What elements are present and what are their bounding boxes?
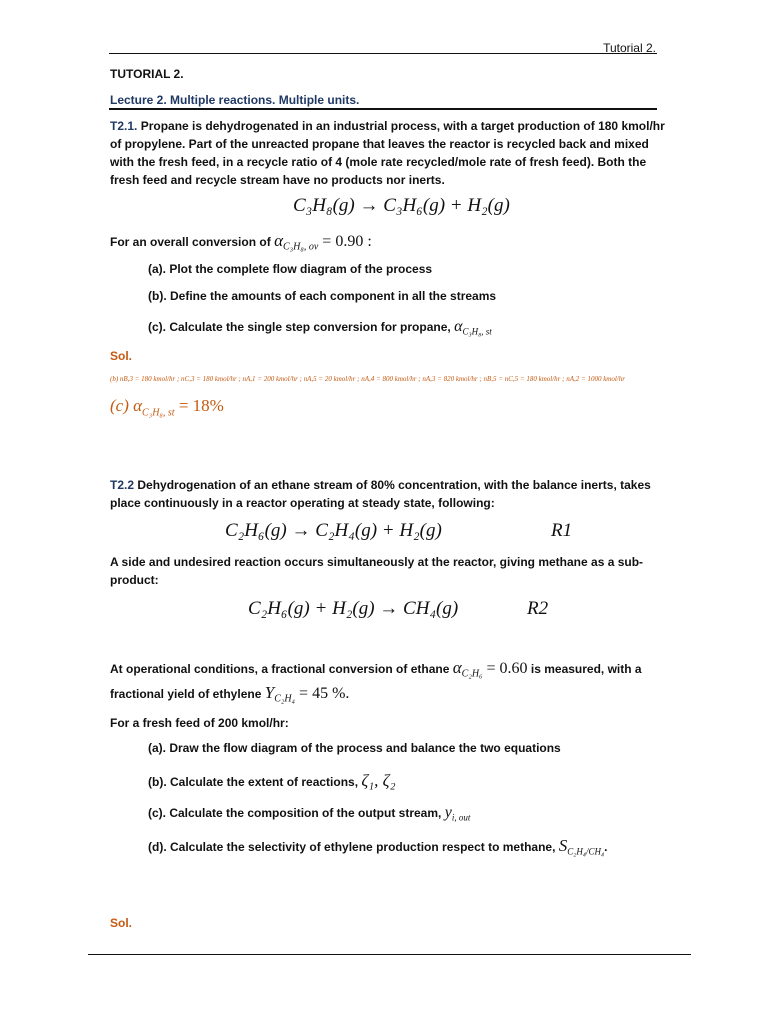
t22-item-d-math: S (558, 836, 568, 855)
t21-item-c-text: (c). Calculate the single step conversion for propane, (148, 320, 451, 334)
t21-item-c-alpha: α (454, 318, 463, 335)
header-rule (109, 53, 657, 54)
t21-sol-label: Sol. (110, 349, 133, 363)
t22-item-a: (a). Draw the flow diagram of the process and balance the two equations (148, 741, 561, 755)
t22-item-d-text: (d). Calculate the selectivity of ethylene production respect to methane, (148, 840, 556, 854)
t21-sol-c-value: = 18% (174, 396, 224, 415)
header-title: Tutorial 2. (603, 41, 656, 55)
t22-equation-1-tag: R1 (551, 520, 573, 541)
t21-line4: fresh feed and recycle stream have no products nor inerts. (110, 173, 445, 187)
t22-op-line1a: At operational conditions, a fractional conversion of ethane (110, 662, 450, 676)
t21-equation: C₃H₈(g) → C₃H₆(g) + H₂(g) (293, 195, 510, 216)
t21-sol-c-math: (c) α (110, 396, 143, 415)
lecture-rule (109, 108, 657, 110)
t22-feed: For a fresh feed of 200 kmol/hr: (110, 716, 289, 730)
t22-equation-2-tag: R2 (527, 598, 549, 619)
t21-conversion-text: For an overall conversion of (110, 235, 271, 249)
lecture-heading: Lecture 2. Multiple reactions. Multiple units. (110, 93, 360, 107)
t22-op-line1b: is measured, with a (527, 662, 642, 676)
t22-op-line2a: fractional yield of ethylene (110, 687, 262, 701)
t21-item-c (148, 318, 492, 336)
t21-paragraph (110, 117, 670, 189)
t21-sol-c (110, 396, 224, 418)
t22-item-d (148, 836, 608, 856)
t22-line1: Dehydrogenation of an ethane stream of 80% concentration, with the balance inerts, takes (134, 478, 651, 492)
t21-conversion-value: = 0.90 : (318, 233, 372, 250)
t21-line1: Propane is dehydrogenated in an industrial process, with a target production of 180 kmol/hr (137, 119, 665, 133)
t21-conversion (110, 232, 372, 256)
t22-line2: place continuously in a reactor operating at steady state, following: (110, 496, 495, 510)
t21-conversion-sub: C₃H₈, ov (283, 241, 319, 253)
t22-op-yield-sub: C₂H₄ (274, 693, 296, 705)
t21-item-b: (b). Define the amounts of each component in all the streams (148, 289, 497, 303)
t22-item-d-sub: C₂H₄/CH₄ (567, 846, 605, 857)
t22-item-c-sub: i, out (451, 812, 471, 823)
t22-item-c-math: y (444, 804, 452, 821)
t22-item-b-text: (b). Calculate the extent of reactions, (148, 775, 359, 789)
t22-op-alpha-sub: C₂H₆ (461, 668, 483, 680)
t22-item-c-text: (c). Calculate the composition of the output stream, (148, 806, 442, 820)
t22-op-alpha: α (452, 658, 462, 677)
t22-item-d-end: . (604, 840, 608, 854)
t22-side-line1: A side and undesired reaction occurs simultaneously at the reactor, giving methane as a sub- (110, 555, 644, 569)
t21-label: T2.1. (110, 119, 138, 133)
t22-equation-1: C₂H₆(g) → C₂H₄(g) + H₂(g) (225, 520, 442, 541)
t22-label: T2.2 (110, 478, 135, 492)
t22-paragraph (110, 476, 670, 512)
t22-op-yield-value: = 45 %. (295, 685, 350, 702)
t21-conversion-alpha: α (274, 231, 283, 250)
footer-rule (88, 954, 691, 955)
t21-sol-c-sub: C₃H₈, st (142, 407, 175, 419)
t22-op-yield: Y (264, 683, 275, 702)
t22-side-reaction (110, 553, 670, 589)
t21-item-a: (a). Plot the complete flow diagram of the process (148, 262, 433, 276)
t22-side-line2: product: (110, 573, 159, 587)
t22-sol-label: Sol. (110, 916, 133, 930)
doc-title: TUTORIAL 2. (110, 67, 184, 81)
t22-operational-line2 (110, 684, 349, 708)
t21-line2: of propylene. Part of the unreacted propane that leaves the reactor is recycled back and mixed (110, 137, 649, 151)
t22-equation-2: C₂H₆(g) + H₂(g) → CH₄(g) (248, 598, 459, 619)
t21-line3: with the fresh feed, in a recycle ratio of 4 (mole rate recycled/mole rate of fresh feed). Both the (110, 155, 647, 169)
t22-item-b-math: ζ₁, ζ₂ (361, 771, 396, 790)
t22-item-c (148, 804, 470, 822)
t22-op-alpha-value: = 0.60 (482, 660, 528, 677)
t22-item-b (148, 771, 395, 791)
t21-sol-b: (b) nB,3 = 180 kmol/hr ; nC,3 = 180 kmol/hr ; nA,1 = 200 kmol/hr ; nA,5 = 20 kmol/hr ; nA,4 = 800 kmol/hr ; nA,3 = 820 kmol/hr ; nB,5 = nC,5 = 180 kmol/hr ; nA,2 = 1000 kmol/hr (110, 375, 625, 383)
t21-item-c-sub: C₃H₈, st (462, 326, 492, 337)
t22-operational-line1 (110, 659, 642, 683)
